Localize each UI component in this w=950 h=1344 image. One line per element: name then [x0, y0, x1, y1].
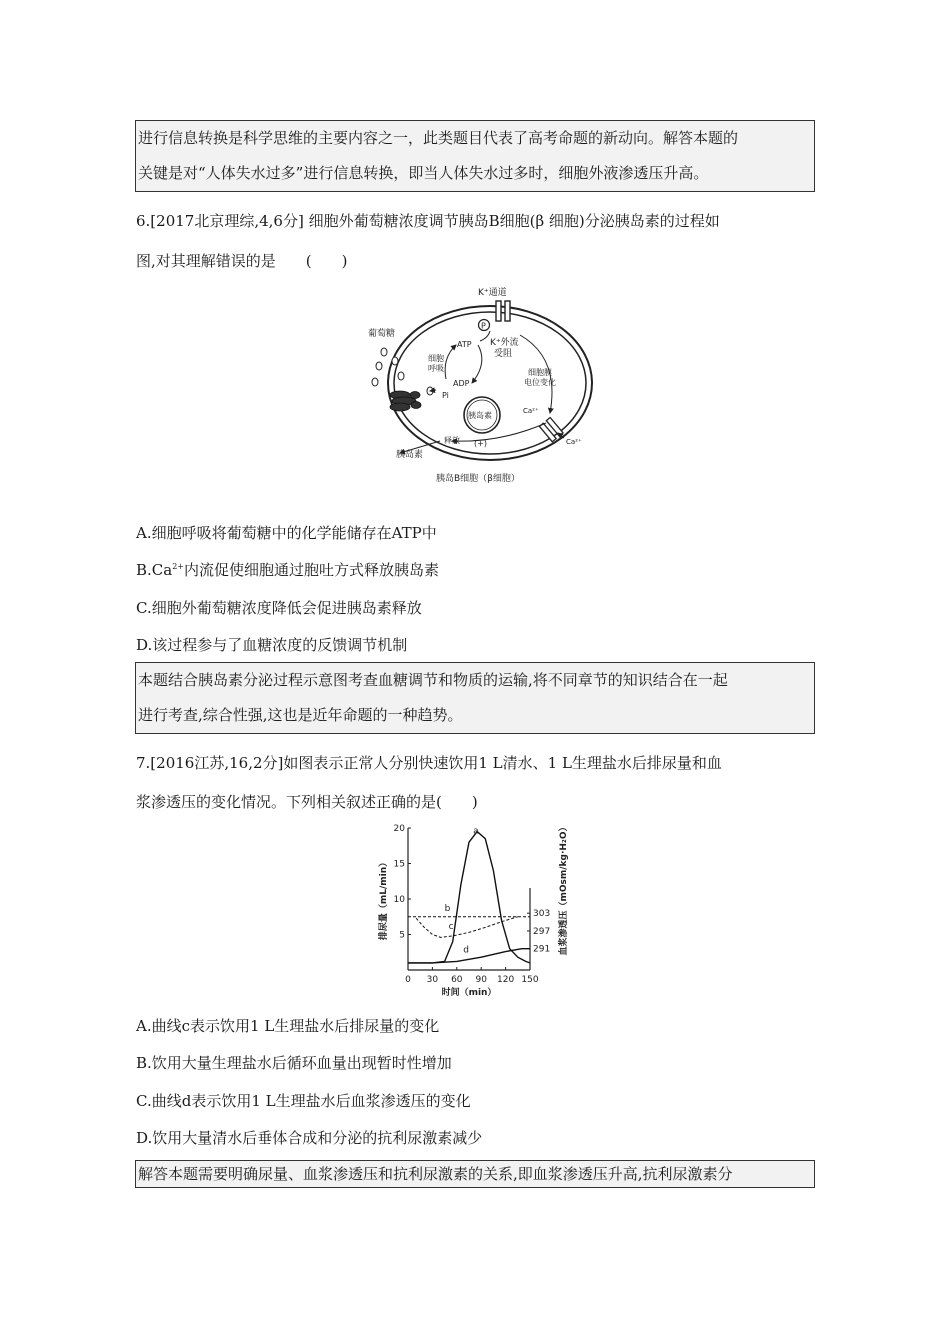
x-tick-label: 120 [497, 975, 515, 985]
explanation-line: 进行信息转换是科学思维的主要内容之一，此类题目代表了高考命题的新动向。解答本题的 [138, 129, 739, 147]
glucose-transporter-icon [390, 391, 421, 411]
insulin-out-label: 胰岛素 [396, 450, 424, 460]
q7-option-b: B.饮用大量生理盐水后循环血量出现暂时性增加 [136, 1054, 452, 1072]
q6-option-a: A.细胞呼吸将葡萄糖中的化学能储存在ATP中 [136, 524, 437, 542]
question-7-stem-line-2: 浆渗透压的变化情况。下列相关叙述正确的是( ) [136, 793, 478, 811]
explanation-line: 本题结合胰岛素分泌过程示意图考查血糖调节和物质的运输,将不同章节的知识结合在一起 [138, 671, 728, 689]
y2-axis-label: 血浆渗透压（mOsm/kg·H₂O） [559, 822, 569, 956]
explanation-line: 关键是对“人体失水过多”进行信息转换，即当人体失水过多时，细胞外液渗透压升高。 [138, 164, 709, 182]
cell-membrane-outer [388, 306, 592, 460]
svg-text:Pi: Pi [442, 391, 449, 400]
glucose-label: 葡萄糖 [368, 329, 396, 339]
series-label-b: b [444, 904, 451, 915]
explanation-line: 进行考查,综合性强,这也是近年命题的一种趋势。 [138, 706, 463, 724]
y-tick-label: 5 [399, 930, 405, 941]
explanation-box-3 [135, 1160, 815, 1188]
explanation-line: 解答本题需要明确尿量、血浆渗透压和抗利尿激素的关系,即血浆渗透压升高,抗利尿激素分 [138, 1165, 733, 1183]
x-tick-label: 150 [521, 975, 539, 985]
x-tick-label: 60 [451, 975, 463, 985]
series-label-c: c [448, 921, 454, 932]
diagram-caption: 胰岛B细胞（β细胞） [436, 474, 520, 484]
svg-text:呼吸: 呼吸 [428, 364, 444, 373]
series-label-d: d [463, 945, 470, 956]
svg-text:细胞: 细胞 [428, 354, 444, 363]
x-axis-label: 时间（min） [441, 988, 497, 998]
svg-text:K⁺外流: K⁺外流 [490, 338, 519, 348]
y2-tick-label: 297 [533, 926, 551, 937]
beta-cell-diagram [360, 283, 600, 488]
q7-option-a: A.曲线c表示饮用1 L生理盐水后排尿量的变化 [136, 1017, 440, 1035]
x-tick-label: 30 [426, 975, 439, 985]
svg-text:(+): (+) [474, 439, 487, 448]
series-line-a [408, 832, 530, 963]
svg-text:ADP: ADP [453, 379, 470, 388]
q6-option-d: D.该过程参与了血糖浓度的反馈调节机制 [136, 636, 408, 654]
explanation-box-2 [135, 662, 815, 734]
svg-text:释放: 释放 [444, 436, 460, 445]
urine-osmolarity-chart [368, 820, 578, 1005]
question-7-stem-line-1: 7.[2016江苏,16,2分]如图表示正常人分别快速饮用1 L清水、1 L生理盐水后排尿量和血 [136, 754, 722, 772]
x-tick-label: 0 [405, 975, 411, 985]
k-channel-icon [496, 301, 501, 321]
x-tick-label: 90 [475, 975, 487, 985]
series-line-c [416, 917, 518, 938]
svg-text:Ca²⁺: Ca²⁺ [523, 407, 539, 415]
explanation-box-1 [135, 120, 815, 192]
y2-tick-label: 303 [533, 909, 551, 920]
svg-text:Ca²⁺: Ca²⁺ [566, 438, 582, 446]
svg-text:胰岛素: 胰岛素 [468, 411, 492, 420]
q7-option-d: D.饮用大量清水后垂体合成和分泌的抗利尿激素减少 [136, 1129, 483, 1147]
q7-option-c: C.曲线d表示饮用1 L生理盐水后血浆渗透压的变化 [136, 1092, 471, 1110]
y-tick-label: 20 [393, 824, 405, 834]
question-6-stem-line-2: 图,对其理解错误的是 ( ) [136, 252, 348, 270]
y-tick-label: 10 [393, 895, 405, 905]
q6-option-c: C.细胞外葡萄糖浓度降低会促进胰岛素释放 [136, 599, 422, 617]
q6-option-b: $B.Ca^{2+}$内流促使细胞通过胞吐方式释放胰岛素 [136, 561, 440, 579]
svg-text:P: P [481, 321, 486, 331]
series-label-a: a [473, 826, 479, 837]
y2-tick-label: 291 [533, 944, 551, 955]
k-channel-label: K⁺通道 [478, 288, 507, 298]
y-axis-label: 排尿量（mL/min） [379, 857, 389, 941]
question-6-stem-line-1: 6.[2017北京理综,4,6分] 细胞外葡萄糖浓度调节胰岛B细胞(β 细胞)分泌胰岛素的过程如 [136, 212, 720, 230]
svg-text:细胞膜: 细胞膜 [528, 368, 552, 377]
svg-text:受阻: 受阻 [494, 349, 513, 359]
y-tick-label: 15 [393, 859, 405, 870]
svg-text:ATP: ATP [457, 340, 472, 349]
svg-text:电位变化: 电位变化 [524, 378, 556, 387]
